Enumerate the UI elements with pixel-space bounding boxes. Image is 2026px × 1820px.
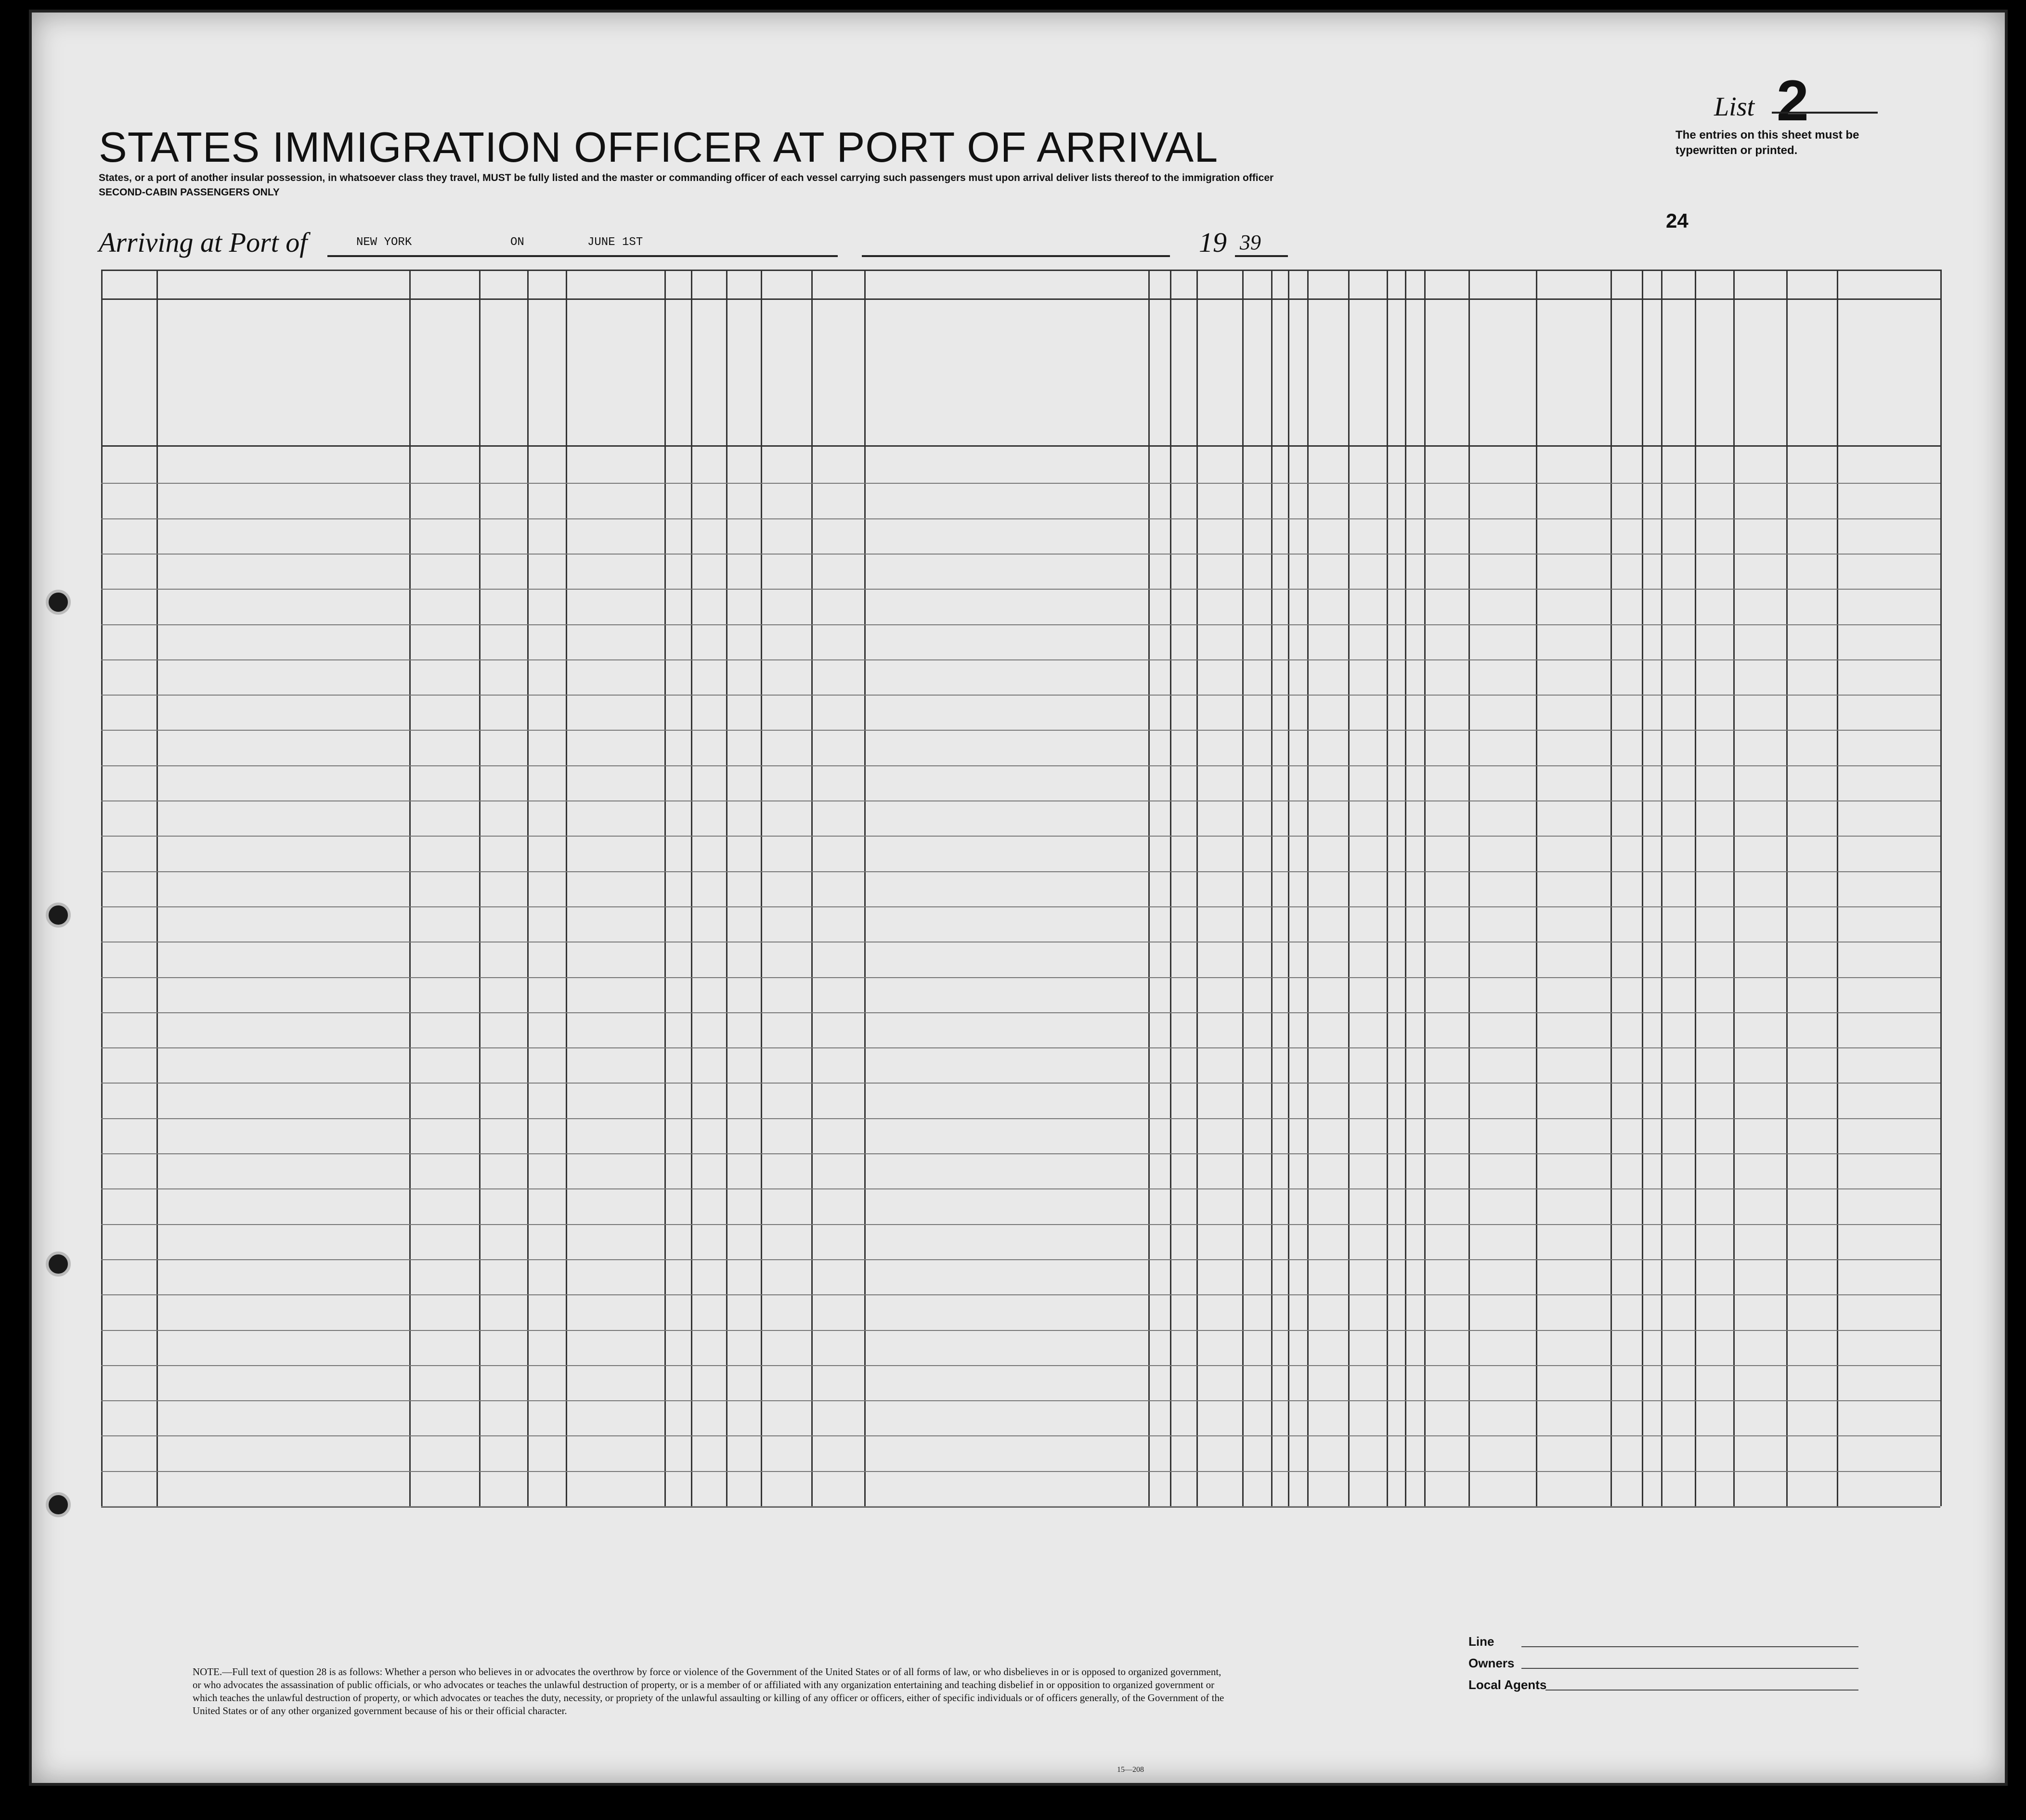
- typewritten-note: The entries on this sheet must be typewritten or printed.: [1675, 129, 1859, 157]
- column-rule: [1837, 270, 1838, 1506]
- page-title: STATES IMMIGRATION OFFICER AT PORT OF ARRIVAL: [99, 123, 1219, 171]
- column-rule: [1642, 270, 1643, 1506]
- column-rule: [566, 270, 567, 1506]
- column-heading-c37: [1738, 356, 1839, 385]
- form-code: 15—208: [1117, 1766, 1144, 1774]
- column-heading-c18_foreign: [410, 361, 478, 433]
- page-number: 24: [1666, 209, 1688, 232]
- row-rule: [101, 1259, 1940, 1260]
- binder-hole: [46, 1492, 71, 1517]
- row-rule: [101, 1224, 1940, 1225]
- arriving-label: Arriving at Port of: [99, 227, 308, 258]
- row-rule: [101, 1330, 1940, 1331]
- date-value: JUNE 1ST: [587, 236, 643, 249]
- column-heading-c22_where: [763, 400, 811, 419]
- column-heading-c24b: [1172, 337, 1186, 440]
- column-rule: [409, 270, 411, 1506]
- on-label: ON: [510, 236, 524, 249]
- column-heading-c36_hair: [1661, 387, 1700, 407]
- row-rule: [101, 554, 1940, 555]
- column-number-rule: [101, 298, 1940, 300]
- row-rule: [101, 1400, 1940, 1401]
- row-rule: [101, 659, 1940, 660]
- column-rule: [664, 270, 666, 1506]
- column-rule: [527, 270, 529, 1506]
- column-rule: [1661, 270, 1662, 1506]
- column-heading-c27: [1290, 332, 1304, 436]
- column-rule: [1307, 270, 1309, 1506]
- list-label: List: [1714, 92, 1755, 122]
- row-rule: [101, 589, 1940, 590]
- column-rule: [479, 270, 481, 1506]
- page-subtitle: States, or a port of another insular possession, in whatsoever class they travel, MUST be fully listed and the master or commanding officer of each vessel carrying such passengers must upon arrival deliver lists thereof to the immigration officer SECOND-CABIN PASSENGERS ONLY: [99, 171, 1543, 200]
- row-rule: [101, 518, 1940, 519]
- column-rule: [1610, 270, 1612, 1506]
- column-heading-c22: [694, 318, 877, 347]
- list-underline: [1772, 112, 1878, 114]
- row-rule: [101, 1188, 1940, 1189]
- column-heading-c24a: [1150, 337, 1165, 440]
- column-heading-c35: [1611, 351, 1641, 390]
- column-rule: [1387, 270, 1388, 1506]
- column-heading-c30: [1389, 332, 1403, 436]
- owners-field: [1521, 1668, 1858, 1669]
- column-rule: [811, 270, 813, 1506]
- list-number: 2: [1777, 68, 1809, 133]
- column-heading-c24c: [1198, 337, 1213, 440]
- row-rule: [101, 1047, 1940, 1048]
- line-label: Line: [1468, 1634, 1494, 1649]
- column-rule: [1695, 270, 1696, 1506]
- column-rule: [726, 270, 727, 1506]
- column-heading-c34_feet: [1538, 402, 1567, 421]
- column-rule: [1148, 270, 1150, 1506]
- row-rule: [101, 871, 1940, 872]
- column-rule: [156, 270, 158, 1506]
- row-rule: [101, 1012, 1940, 1013]
- line-field: [1521, 1646, 1858, 1647]
- column-heading-c28: [1312, 332, 1326, 436]
- paper-page: [29, 10, 2008, 1786]
- table-top-rule: [101, 270, 1940, 271]
- row-rule: [101, 1365, 1940, 1366]
- row-rule: [101, 483, 1940, 484]
- year-suffix: 39: [1240, 231, 1261, 254]
- binder-hole: [46, 903, 71, 928]
- column-rule: [1196, 270, 1198, 1506]
- question-28-note: NOTE.—Full text of question 28 is as follows: Whether a person who believes in or advocates the overthrow by force or violence of the Government of the United States or of all forms of law, or who disbelieves in or is opposed to organized government, or who advocates the assassination of public officials, or who advocates or teaches the unlawful destruction of property, or is a member of or affiliated with any organization entertaining and teaching disbelief in or opposition to organized government or which teaches the unlawful destruction of property, or which advocates or teaches the duty, necessity, or propriety of the unlawful assaulting or killing of any officer or officers, either of specific individuals or of officers generally, of the Government of the United States or of any other organized government because of his or their official character.: [193, 1666, 1224, 1717]
- port-line: [327, 255, 838, 257]
- column-rule: [1348, 270, 1350, 1506]
- row-rule: [101, 1294, 1940, 1295]
- column-heading-c32: [1426, 332, 1468, 409]
- owners-label: Owners: [1468, 1656, 1515, 1670]
- column-heading-c22_ifyes: [745, 359, 866, 373]
- column-heading-c19: [513, 337, 527, 440]
- row-rule: [101, 730, 1940, 731]
- column-rule: [1424, 270, 1426, 1506]
- row-rule: [101, 624, 1940, 625]
- binder-hole: [46, 1252, 71, 1277]
- year-prefix: 19: [1199, 227, 1227, 258]
- column-heading-c22_note: [691, 344, 879, 359]
- row-rule: [101, 906, 1940, 907]
- column-rule: [1733, 270, 1735, 1506]
- column-heading-c16: [101, 366, 154, 409]
- column-rule: [1405, 270, 1406, 1506]
- column-heading-c21: [668, 313, 683, 416]
- column-rule: [864, 270, 866, 1506]
- row-rule: [101, 1435, 1940, 1436]
- column-rule: [761, 270, 762, 1506]
- column-rule: [101, 270, 103, 1506]
- row-rule: [101, 1471, 1940, 1472]
- row-rule: [101, 1118, 1940, 1119]
- column-heading-c34_inches: [1567, 402, 1596, 421]
- column-rule: [1242, 270, 1244, 1506]
- binder-hole: [46, 590, 71, 615]
- row-rule: [101, 800, 1940, 801]
- column-heading-c25: [1244, 332, 1259, 436]
- column-heading-c34: [1538, 322, 1610, 341]
- column-rule: [1940, 270, 1942, 1506]
- column-rule: [1271, 270, 1273, 1506]
- column-rule: [691, 270, 692, 1506]
- blank-line: [862, 255, 1170, 257]
- row-rule: [101, 695, 1940, 696]
- column-rule: [1786, 270, 1788, 1506]
- row-rule: [101, 765, 1940, 766]
- agents-field: [1545, 1690, 1858, 1691]
- year-line: [1235, 255, 1288, 257]
- header-bottom-rule: [101, 445, 1940, 447]
- row-rule: [101, 1506, 1940, 1507]
- column-rule: [1468, 270, 1470, 1506]
- row-rule: [101, 977, 1940, 978]
- cabin-class: SECOND-CABIN PASSENGERS ONLY: [99, 187, 280, 198]
- column-heading-c26: [1273, 332, 1287, 436]
- column-heading-c36_eyes: [1700, 387, 1733, 407]
- column-heading-c22_date: [813, 385, 864, 428]
- row-rule: [101, 1153, 1940, 1154]
- column-heading-c20_note: [571, 371, 662, 428]
- column-rule: [1170, 270, 1171, 1506]
- port-value: NEW YORK: [356, 236, 412, 249]
- column-heading-c23: [874, 347, 1143, 414]
- column-heading-c33: [1470, 332, 1533, 424]
- column-heading-c17: [164, 337, 404, 409]
- column-heading-c20: [571, 337, 662, 366]
- column-heading-c29: [1353, 332, 1367, 436]
- column-heading-c36: [1642, 320, 1743, 339]
- row-rule: [101, 1083, 1940, 1084]
- column-rule: [1536, 270, 1537, 1506]
- row-rule: [101, 836, 1940, 837]
- column-rule: [1288, 270, 1289, 1506]
- column-heading-c31: [1407, 332, 1421, 436]
- column-heading-c22_yesno: [692, 390, 726, 419]
- agents-label: Local Agents: [1468, 1678, 1547, 1692]
